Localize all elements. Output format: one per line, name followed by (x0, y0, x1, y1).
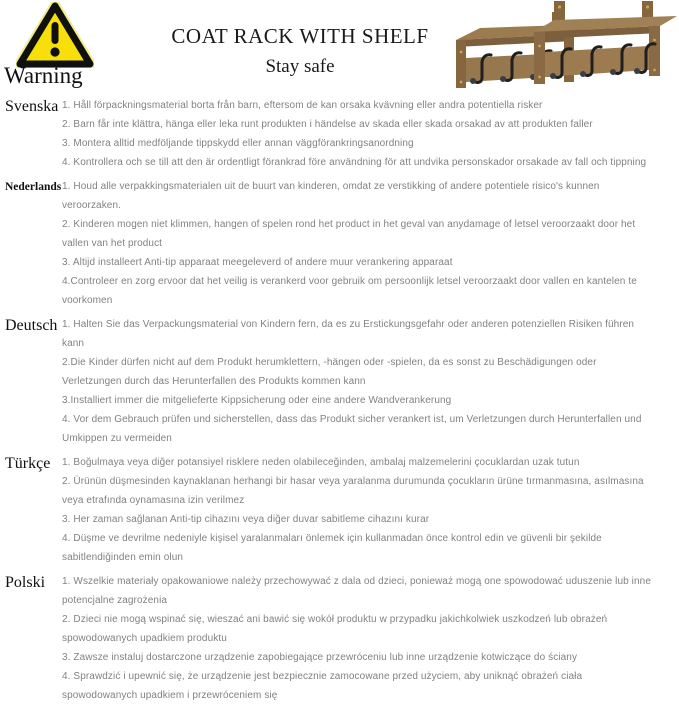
section-svenska (0, 96, 679, 172)
section-deutsch (0, 315, 679, 448)
instruction-item: 4. Kontrollera och se till att den är ordentligt förankrad före användning för att undvika personskador orsakade av fall och tippning (62, 157, 647, 168)
document-header (0, 0, 679, 96)
instruction-list (62, 572, 656, 705)
instruction-item: 4.Controleer en zorg ervoor dat het veilig is verankerd voor gebruik om persoonlijk letsel veroorzaakt door vallen en kantelen te voorkomen (62, 276, 637, 306)
instruction-item: 3. Montera alltid medföljande tippskydd eller annan väggförankringsanordning (62, 138, 414, 149)
instruction-item: 1. Halten Sie das Verpackungsmaterial von Kindern fern, da es zu Erstickungsgefahr oder anderen potenziellen Risiken führen kann (62, 319, 635, 349)
section-turkce (0, 453, 679, 567)
instruction-item: 2. Ürünün düşmesinden kaynaklanan herhangi bir hasar veya yaralanma durumunda çocukların ürüne tırmanmasına, asılmasına veya etrafında oynamasına izin verilmez (62, 476, 644, 506)
warning-triangle-icon (16, 2, 94, 68)
instruction-item: 4. Düşme ve devrilme nedeniyle kişisel yaralanmaları önlemek için kullanmadan önce kontrol edin ve güvenli bir şekilde sabitlendiğinden emin olun (62, 533, 602, 563)
warning-block (4, 2, 122, 87)
warning-label: Warning (4, 63, 83, 88)
page-subtitle: Stay safe (265, 56, 335, 77)
instruction-item: 1. Boğulmaya veya diğer potansiyel risklere neden olabileceğinden, ambalaj malzemelerini çocuklardan uzak tutun (62, 457, 580, 468)
instruction-item: 4. Sprawdzić i upewnić się, że urządzenie jest bezpiecznie zamocowane przed użyciem, aby uniknąć obrażeń ciała spowodowanych upadkiem i przewróceniem się (62, 671, 583, 701)
instruction-item: 3. Her zaman sağlanan Anti-tip cihazını veya diğer duvar sabitleme cihazını kurar (62, 514, 430, 525)
instruction-item: 2.Die Kinder dürfen nicht auf dem Produkt herumklettern, -hängen oder -spielen, da es sonst zu Beschädigungen oder Verletzungen durch das Herunterfallen des Produkts kommen kann (62, 357, 597, 387)
instruction-item: 3. Zawsze instaluj dostarczone urządzenie zapobiegające przewróceniu lub inne urządzenie kotwiczące do ściany (62, 652, 578, 663)
language-label-svenska: Svenska (5, 98, 59, 115)
instruction-item: 1. Håll förpackningsmaterial borta från barn, eftersom de kan orsaka kvävning eller andra potentiella risker (62, 100, 543, 111)
instruction-item: 1. Houd alle verpakkingsmaterialen uit de buurt van kinderen, omdat ze verstikking of andere potentiele risico's kunnen veroorzaken. (62, 181, 600, 211)
instruction-list (62, 453, 656, 567)
language-label-nederlands: Nederlands (5, 181, 62, 193)
instruction-item: 3.Installiert immer die mitgelieferte Kippsicherung oder eine andere Wandverankerung (62, 395, 452, 406)
instruction-list (62, 315, 656, 448)
instruction-item: 4. Vor dem Gebrauch prüfen und sicherstellen, dass das Produkt sicher verankert ist, um Verletzungen durch Herunterfallen und Umkippen zu vermeiden (62, 414, 642, 444)
page-title: COAT RACK WITH SHELF (171, 24, 429, 48)
title-block (135, 24, 465, 78)
instruction-list (62, 96, 656, 172)
safety-instruction-sections (0, 96, 679, 710)
language-label-deutsch: Deutsch (5, 317, 58, 334)
instruction-item: 2. Dzieci nie mogą wspinać się, wieszać ani bawić się wokół produktu w przypadku jakichkolwiek uszkodzeń lub obrażeń spowodowanych upadkiem produktu (62, 614, 608, 644)
section-nederlands (0, 177, 679, 310)
coat-rack-unit-front (534, 1, 677, 84)
coat-rack-product-image (452, 0, 679, 96)
instruction-item: 2. Barn får inte klättra, hänga eller leka runt produkten i händelse av skada eller skada orsakad av att produkten faller (62, 119, 593, 130)
section-polski (0, 572, 679, 705)
instruction-item: 2. Kinderen mogen niet klimmen, hangen of spelen rond het product in het geval van anydamage of letsel veroorzaakt door het vallen van het product (62, 219, 636, 249)
language-label-turkce: Türkçe (5, 455, 51, 472)
instruction-item: 1. Wszelkie materiały opakowaniowe należy przechowywać z dala od dzieci, ponieważ mogą one spowodować uduszenie lub inne potencjalne zagrożenia (62, 576, 651, 606)
language-label-polski: Polski (5, 574, 46, 591)
instruction-item: 3. Altijd installeert Anti-tip apparaat meegeleverd of andere muur verankering apparaat (62, 257, 453, 268)
instruction-list (62, 177, 656, 310)
